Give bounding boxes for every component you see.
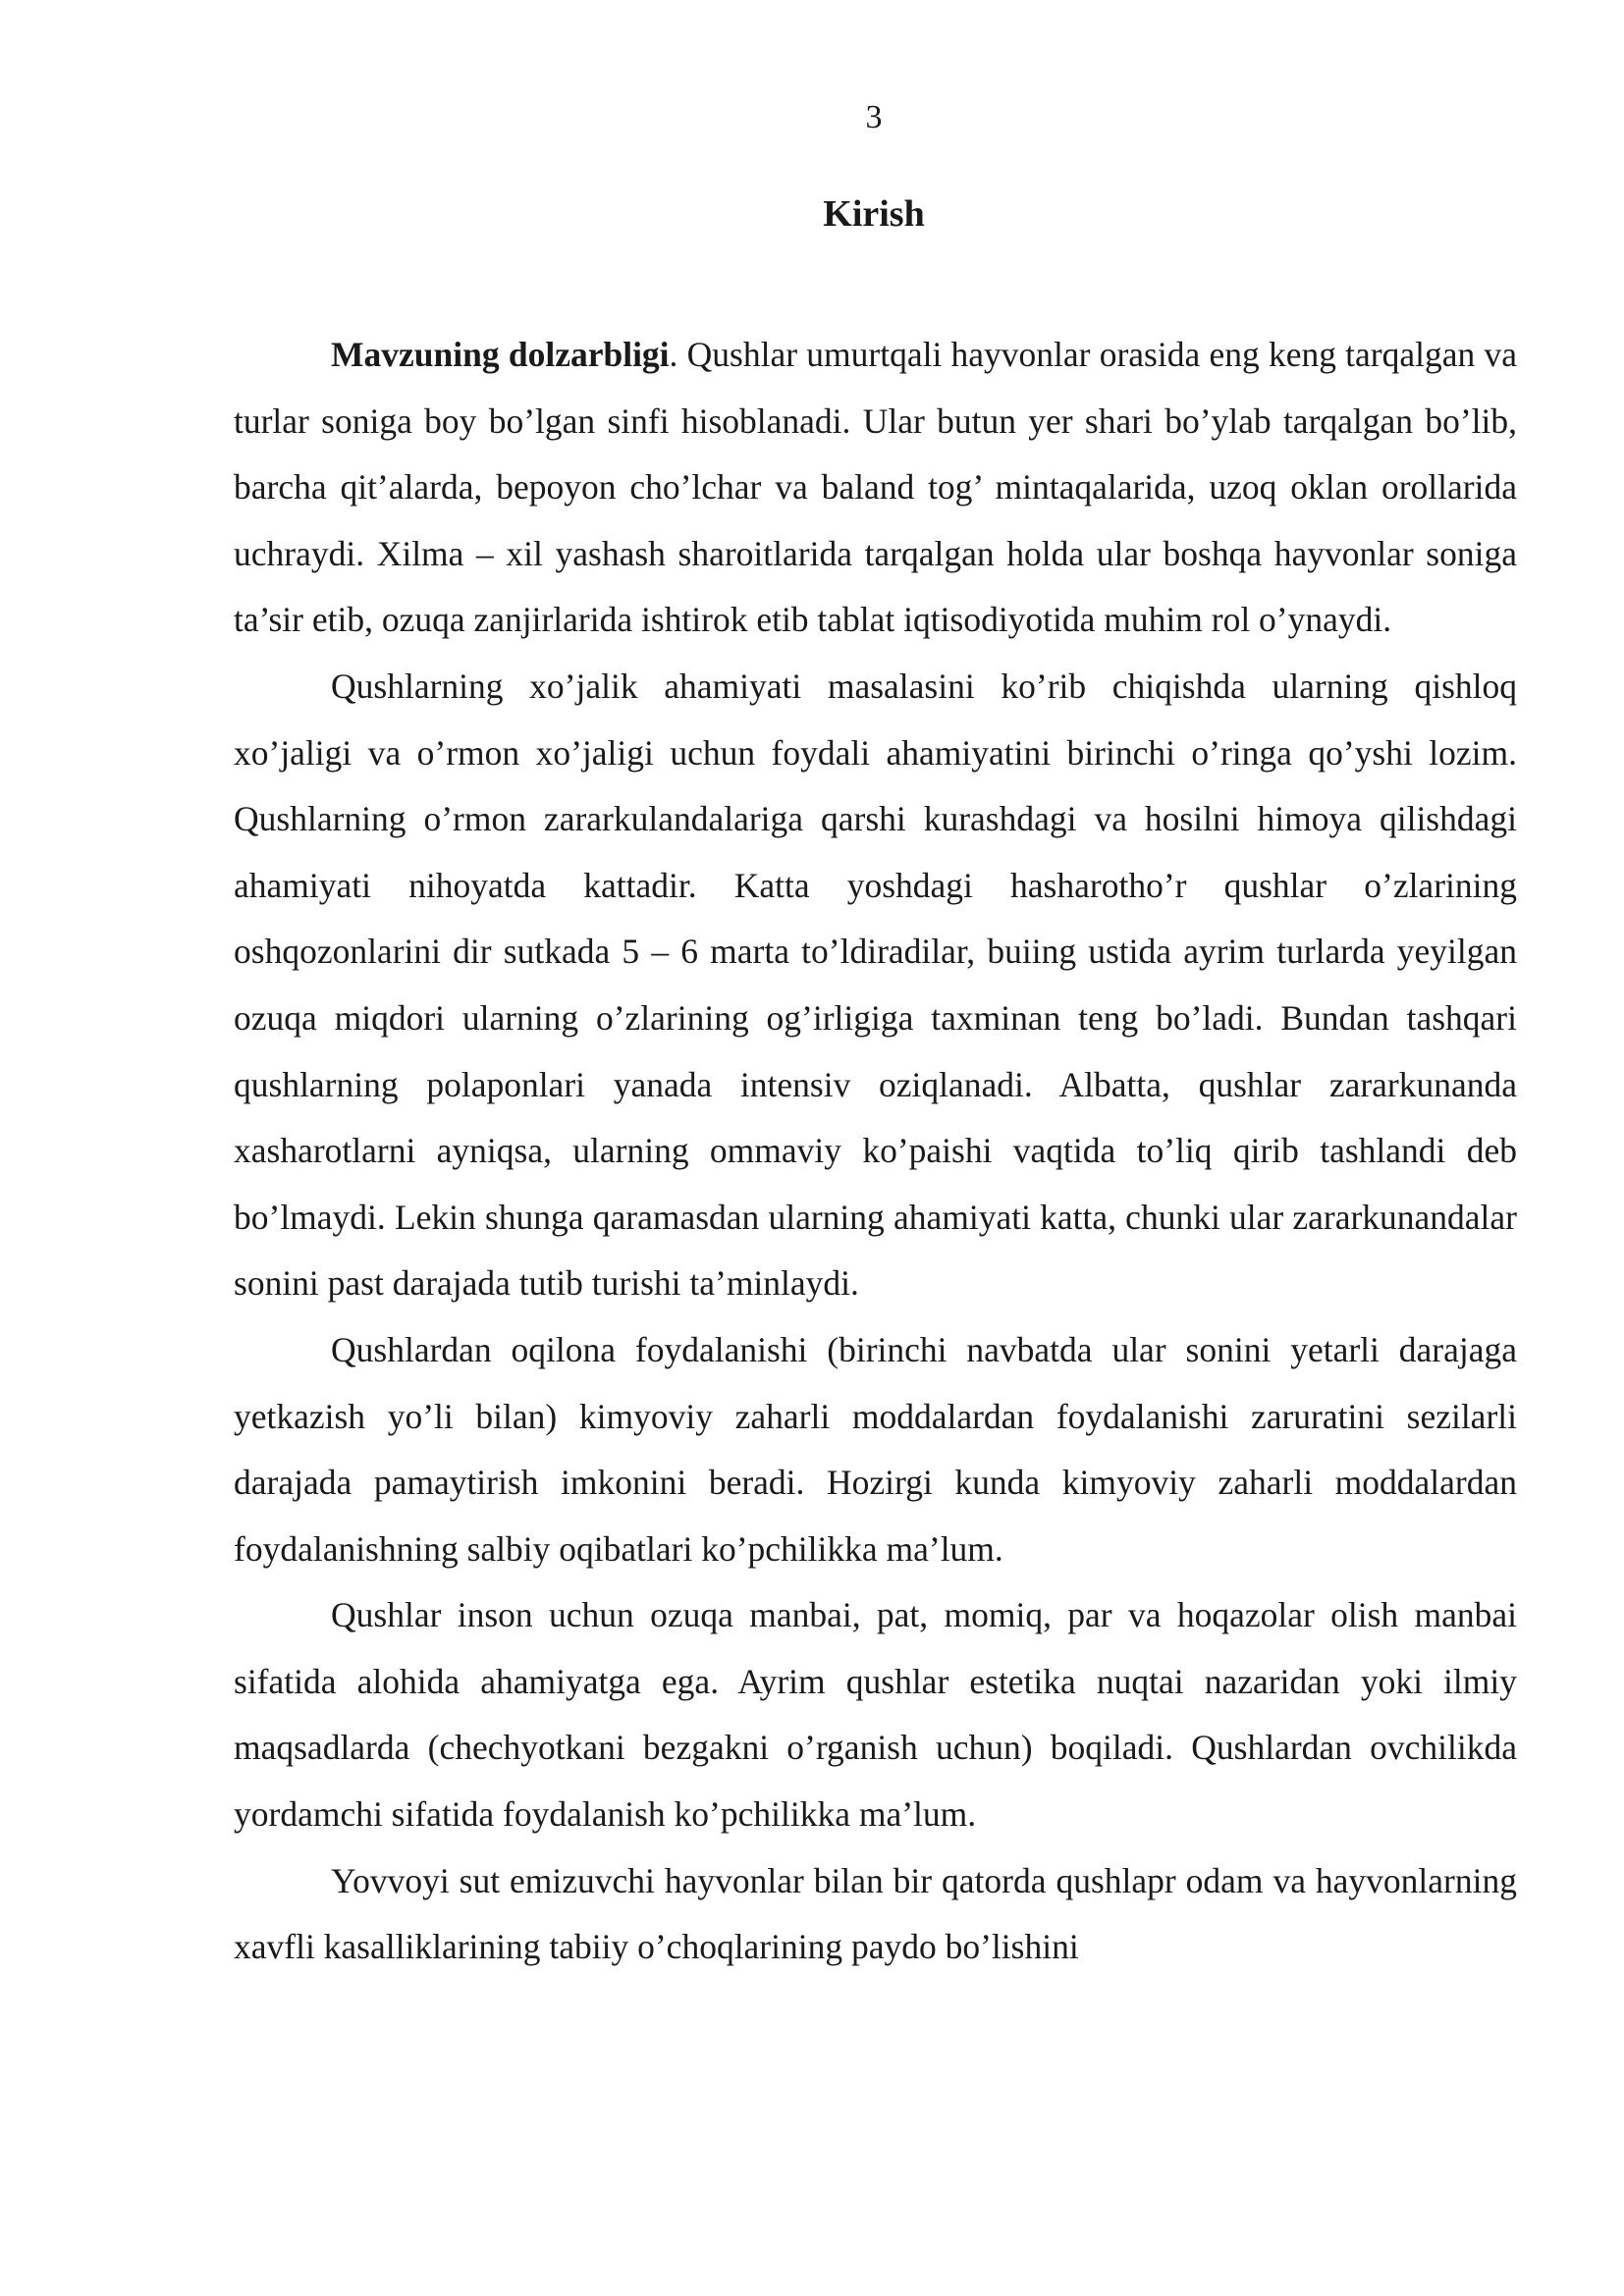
body-text bbox=[234, 322, 1517, 1981]
paragraph bbox=[234, 1317, 1517, 1582]
page-number: 3 bbox=[865, 99, 883, 135]
paragraph-text: Qushlar inson uchun ozuqa manbai, pat, momiq, par va hoqazolar olish manbai sifatida alohida ahamiyatga ega. Ayrim qushlar estetika nuqtai nazaridan yoki ilmiy maqsadlarda (chechyotkani bezgakni o’rganish uchun) boqiladi. Qushlardan ovchilikda yordamchi sifatida foydalanish ko’pchilikka ma’lum. bbox=[234, 1595, 1517, 1835]
paragraph-text: Qushlardan oqilona foydalanishi (birinchi navbatda ular sonini yetarli darajaga yetkazish yo’li bilan) kimyoviy zaharli moddalardan foydalanishi zaruratini sezilarli darajada pamaytirish imkonini beradi. Hozirgi kunda kimyoviy zaharli moddalardan foydalanishning salbiy oqibatlari ko’pchilikka ma’lum. bbox=[234, 1329, 1517, 1569]
paragraph bbox=[234, 1848, 1517, 1981]
paragraph-lead: Mavzuning dolzarbligi bbox=[331, 335, 670, 374]
paragraph-text: . Qushlar umurtqali hayvonlar orasida eng keng tarqalgan va turlar soniga boy bo’lgan sinfi hisoblanadi. Ular butun yer shari bo’ylab tarqalgan bo’lib, barcha qit’alarda, bepoyon cho’lchar va baland tog’ mintaqalarida, uzoq oklan orollarida uchraydi. Xilma – xil yashash sharoitlarida tarqalgan holda ular boshqa hayvonlar soniga ta’sir etib, ozuqa zanjirlarida ishtirok etib tablat iqtisodiyotida muhim rol o’ynaydi. bbox=[234, 335, 1517, 640]
paragraph bbox=[234, 322, 1517, 654]
paragraph-text: Qushlarning xo’jalik ahamiyati masalasini ko’rib chiqishda ularning qishloq xo’jaligi va o’rmon xo’jaligi uchun foydali ahamiyatini birinchi o’ringa qo’yshi lozim. Qushlarning o’rmon zararkulandalariga qarshi kurashdagi va hosilni himoya qilishdagi ahamiyati nihoyatda kattadir. Katta yoshdagi hasharotho’r qushlar o’zlarining oshqozonlarini dir sutkada 5 – 6 marta to’ldiradilar, buiing ustida ayrim turlarda yeyilgan ozuqa miqdori ularning o’zlarining og’irligiga taxminan teng bo’ladi. Bundan tashqari qushlarning polaponlari yanada intensiv oziqlanadi. Albatta, qushlar zararkunanda xasharotlarni ayniqsa, ularning ommaviy ko’paishi vaqtida to’liq qirib tashlandi deb bo’lmaydi. Lekin shunga qaramasdan ularning ahamiyati katta, chunki ular zararkunandalar sonini past darajada tutib turishi ta’minlaydi. bbox=[234, 666, 1517, 1304]
paragraph bbox=[234, 654, 1517, 1317]
paragraph-text: Yovvoyi sut emizuvchi hayvonlar bilan bir qatorda qushlapr odam va hayvonlarning xavfli kasalliklarining tabiiy o’choqlarining paydo bo’lishini bbox=[234, 1860, 1517, 1967]
section-title: Kirish bbox=[823, 193, 925, 235]
paragraph bbox=[234, 1582, 1517, 1847]
